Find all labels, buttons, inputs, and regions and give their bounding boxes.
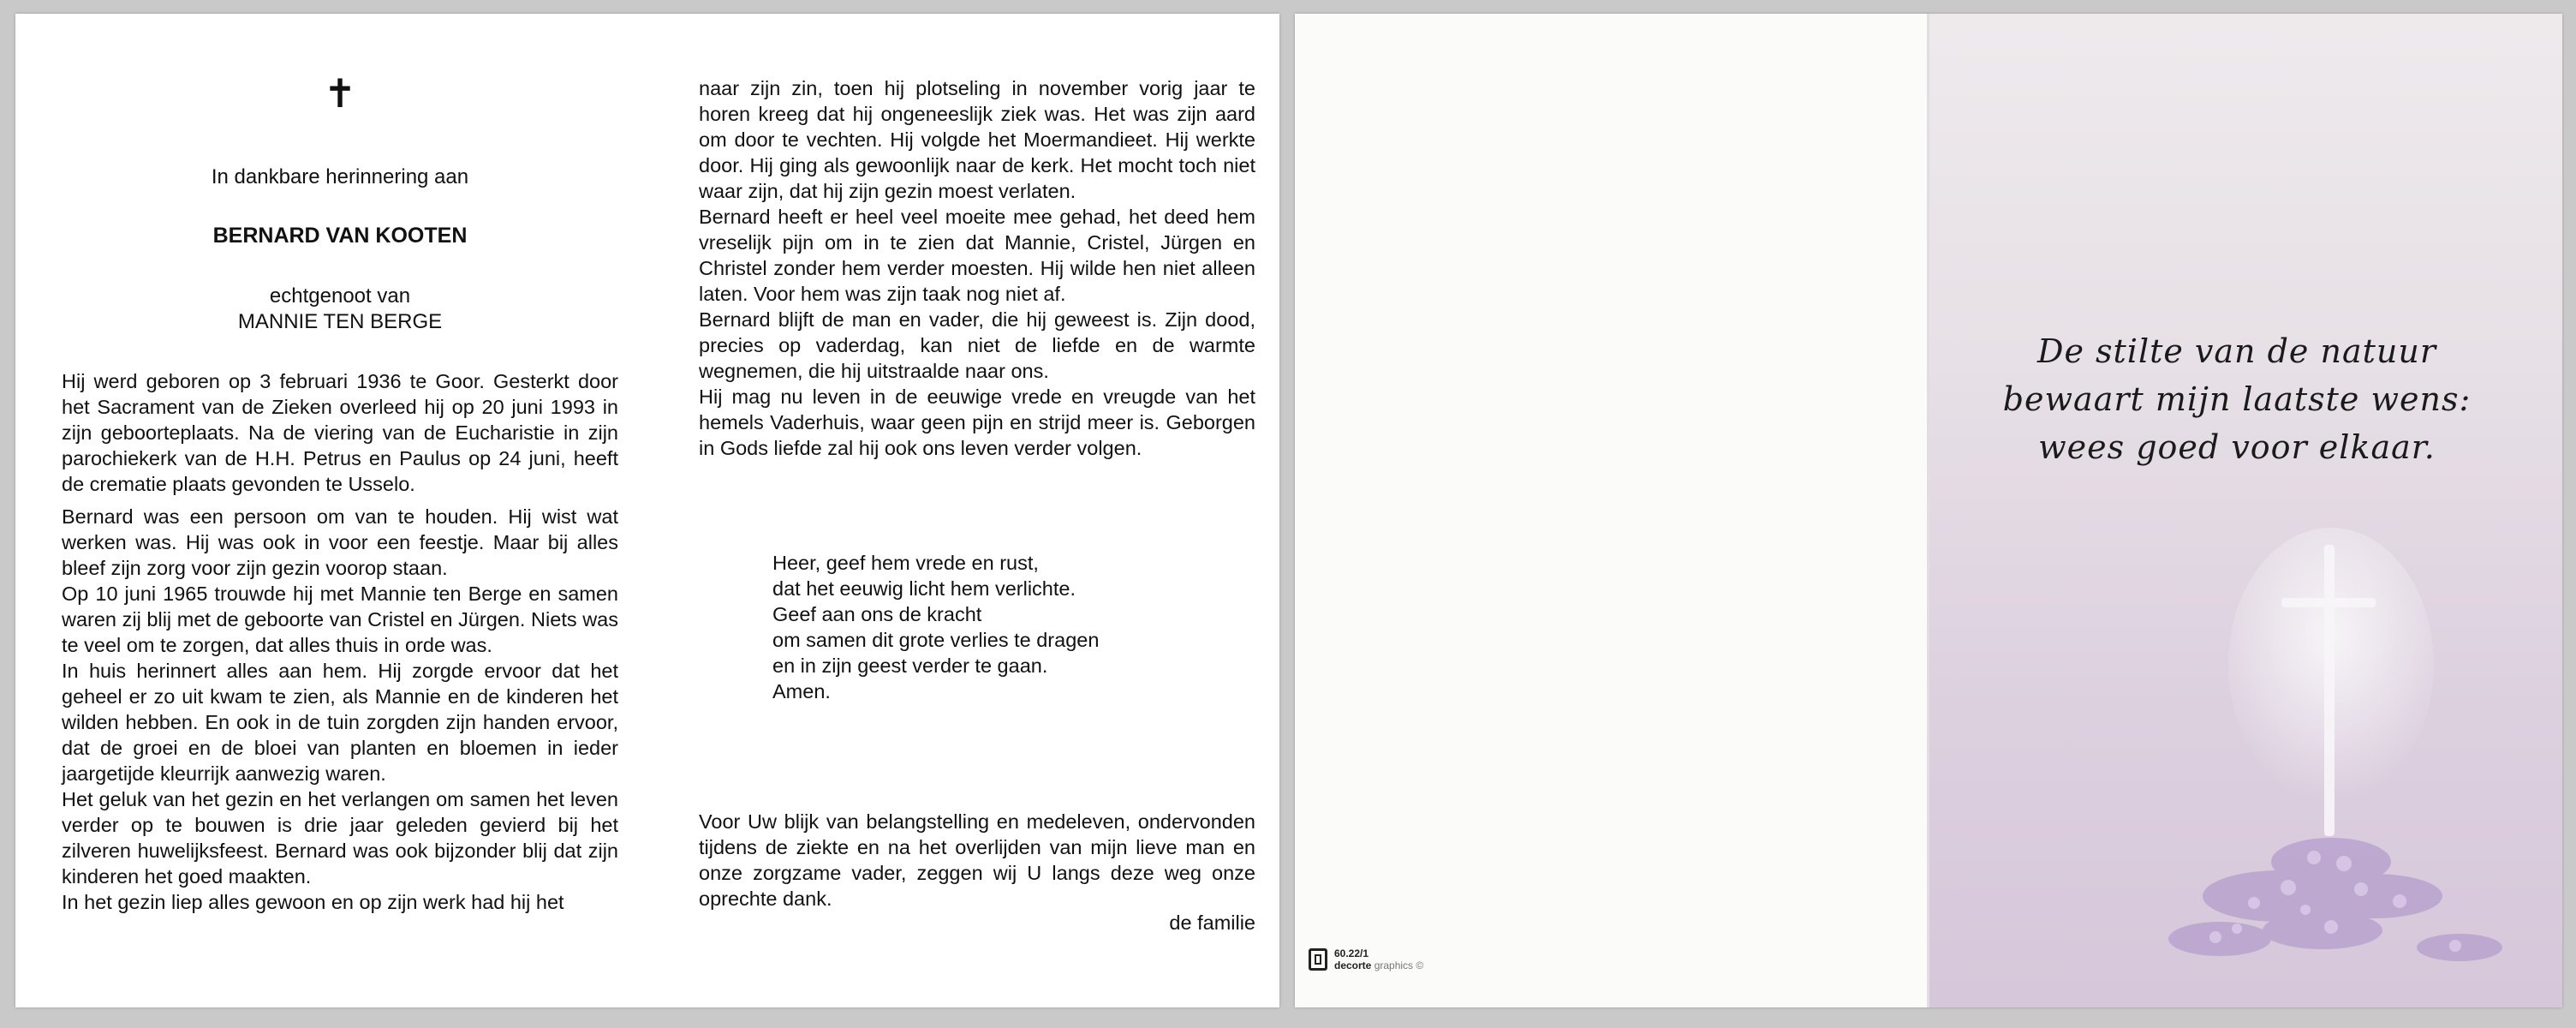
- prayer-line: Amen.: [772, 680, 831, 702]
- publisher-text: [1334, 947, 1423, 971]
- biography-line: Bernard heeft er heel veel moeite mee gehad, het deed hem vreselijk pijn om in te zien dat Mannie, Cristel, Jürgen en Christel zonder hem verder moesten. Hij wilde hen niet alleen laten. Voor hem was zijn taak nog niet af.: [699, 206, 1255, 305]
- spouse-name: MANNIE TEN BERGE: [237, 310, 443, 333]
- signature: de familie: [1169, 911, 1255, 934]
- publisher-brand: decorte: [1334, 959, 1372, 971]
- prayer-line: en in zijn geest verder te gaan.: [772, 654, 1048, 677]
- verse-line: wees goed voor elkaar.: [2038, 428, 2436, 466]
- biography-line: Hij mag nu leven in de eeuwige vrede en vreugde van het hemels Vaderhuis, waar geen pijn en strijd meer is. Geborgen in Gods liefde zal hij ook ons leven verder volgen.: [699, 386, 1255, 459]
- deceased-name: BERNARD VAN KOOTEN: [212, 224, 468, 248]
- memorial-card-inside: [15, 14, 1279, 1007]
- biography-line: In huis herinnert alles aan hem. Hij zorgde ervoor dat het geheel er zo uit kwam te zien, als Mannie en de kinderen het wilden hebben. En ook in de tuin zorgden zijn handen ervoor, dat de groei en de bloei van planten en bloemen in ieder jaargetijde kleurrijk aanwezig waren.: [62, 660, 618, 785]
- cross-icon: ✝: [323, 71, 357, 116]
- cross-on-hill-illustration: [2151, 519, 2511, 982]
- biography-paragraph-2: [62, 504, 618, 915]
- blank-back-page: [1295, 14, 1929, 1007]
- verse-line: bewaart mijn laatste wens:: [2002, 380, 2472, 418]
- biography-line: Bernard blijft de man en vader, die hij geweest is. Zijn dood, precies op vaderdag, kan niet de liefde en de warmte wegnemen, die hij uitstraalde naar ons.: [699, 308, 1255, 382]
- publisher-logo-icon: [1309, 948, 1327, 971]
- biography-line: Bernard was een persoon om van te houden. Hij wist wat werken was. Hij was ook in voor een feestje. Maar bij alles bleef zijn zorg voor zijn gezin voorop staan.: [62, 505, 618, 579]
- biography-line: Het geluk van het gezin en het verlangen om samen het leven verder op te bouwen is drie jaar geleden gevierd bij het zilveren huwelijksfeest. Bernard was ook bijzonder blij dat zijn kinderen het goed maakten.: [62, 788, 618, 888]
- biography-paragraph-3: [699, 75, 1255, 461]
- verse-line: De stilte van de natuur: [2036, 332, 2437, 370]
- fold-line: [1927, 14, 1929, 1007]
- prayer-line: dat het eeuwig licht hem verlichte.: [772, 577, 1076, 600]
- biography-line: In het gezin liep alles gewoon en op zijn werk had hij het: [62, 891, 564, 913]
- cross-horizontal-icon: [2281, 598, 2376, 607]
- publisher-code: 60.22/1: [1334, 947, 1369, 959]
- publisher-mark: [1309, 947, 1423, 971]
- biography-line: naar zijn zin, toen hij plotseling in november vorig jaar te horen kreeg dat hij ongeneeslijk ziek was. Het was zijn aard om door te vechten. Hij volgde het Moermandieet. Hij werkte door. Hij ging als gewoonlijk naar de kerk. Het mocht toch niet waar zijn, dat hij zijn gezin moest verlaten.: [699, 77, 1255, 202]
- prayer-line: Geef aan ons de kracht: [772, 603, 982, 625]
- biography-paragraph-1: Hij werd geboren op 3 februari 1936 te Goor. Gesterkt door het Sacrament van de Zieken overleed hij op 20 juni 1993 in zijn geboorteplaats. Na de viering van de Eucharistie in zijn parochiekerk van de H.H. Petrus en Paulus op 24 juni, heeft de crematie plaats gevonden te Usselo.: [62, 370, 618, 495]
- publisher-tag: graphics ©: [1374, 959, 1424, 971]
- prayer-line: om samen dit grote verlies te dragen: [772, 629, 1100, 651]
- prayer-line: Heer, geef hem vrede en rust,: [772, 552, 1039, 574]
- intro-line: In dankbare herinnering aan: [211, 165, 469, 188]
- cross-vertical-icon: [2324, 545, 2334, 836]
- spouse-label: echtgenoot van: [269, 284, 411, 308]
- memorial-card-cover: [1295, 14, 2562, 1007]
- thanks-paragraph: Voor Uw blijk van belangstelling en medeleven, ondervonden tijdens de ziekte en na het overlijden van mijn lieve man en onze zorgzame vader, zeggen wij U langs deze weg onze oprechte dank.: [699, 810, 1255, 910]
- biography-line: Op 10 juni 1965 trouwde hij met Mannie ten Berge en samen waren zij blij met de geboorte van Cristel en Jürgen. Niets was te veel om te zorgen, dat alles thuis in orde was.: [62, 583, 618, 656]
